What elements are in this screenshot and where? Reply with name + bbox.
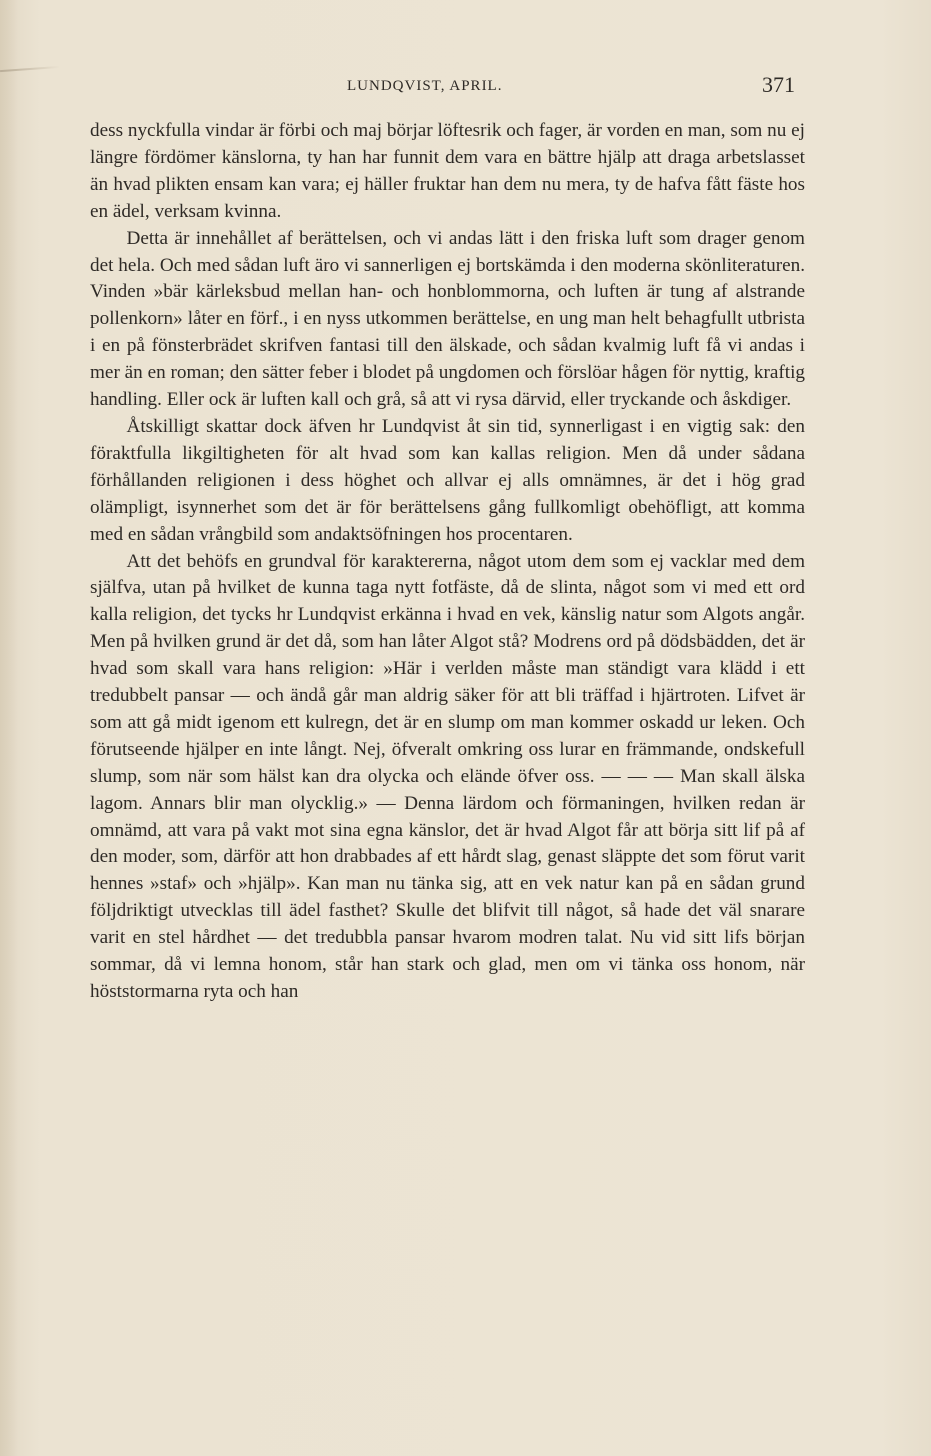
page-number: 371 <box>762 72 795 97</box>
running-head: LUNDQVIST, APRIL. <box>347 78 503 94</box>
page-edge-shadow <box>0 0 18 1456</box>
body-text <box>90 118 805 1006</box>
paragraph: Åtskilligt skattar dock äfven hr Lundqvist åt sin tid, synnerligast i en vigtig sak: den föraktfulla likgiltigheten för alt hvad som kan kallas religion. Men då under sådana förhållanden religionen i dess höghet och allvar ej alls omnämnes, är det i hög grad olämpligt, isynnerhet som det är för berättelsens gång fullkomligt obehöfligt, att komma med en sådan vrångbild som andaktsöfningen hos procentaren. <box>90 415 805 545</box>
paragraph: dess nyckfulla vindar är förbi och maj börjar löftesrik och fager, är vorden en man, som nu ej längre fördömer känslorna, ty han har funnit dem vara en bättre hjälp att draga arbetslasset än hvad plikten ensam kan vara; ej häller fruktar han dem nu mera, ty de hafva fått fäste hos en ädel, verksam kvinna. <box>90 120 805 222</box>
paragraph: Detta är innehållet af berättelsen, och vi andas lätt i den friska luft som drager genom det hela. Och med sådan luft äro vi sannerligen ej bortskämda i den moderna skönliteraturen. Vinden »bär kärleksbud mellan han- och honblommorna, och luften är tung af alstrande pollenkorn» låter en förf., i en nyss utkommen berättelse, en ung man helt behagfullt utbrista i en på fönsterbrädet skrifven fantasi till den älskade, och sådan kvalmig luft få vi andas i mer än en roman; den sätter feber i blodet på ungdomen och förslöar hågen för nyttig, kraftig handling. Eller ock är luften kall och grå, så att vi rysa därvid, eller tryckande och åskdiger. <box>90 227 805 411</box>
paragraph: Att det behöfs en grundval för karaktererna, något utom dem som ej vacklar med dem själfva, utan på hvilket de kunna taga nytt fotfäste, då de slinta, något som vi med ett ord kalla religion, det tycks hr Lundqvist erkänna i hvad en vek, känslig natur som Algots angår. Men på hvilken grund är det då, som han låter Algot stå? Modrens ord på dödsbädden, det är hvad som skall vara hans religion: »Här i verlden måste man ständigt vara klädd i ett tredubbelt pansar — och ändå går man aldrig säker för att bli träffad i hjärtroten. Lifvet är som att gå midt igenom ett kulregn, det är en slump om man kommer oskadd ur leken. Och förutseende hjälper en inte långt. Nej, öfveralt omkring oss lurar en främmande, ondskefull slump, som när som hälst kan dra olycka och elände öfver oss. — — — Man skall älska lagom. Annars blir man olycklig.» — Denna lärdom och förmaningen, hvilken redan är omnämd, att vara på vakt mot sina egna känslor, det är hvad Algot får att börja sitt lif på af den moder, som, därför att hon drabbades af ett hårdt slag, genast släppte det som förut varit hennes »staf» och »hjälp». Kan man nu tänka sig, att en vek natur kan på en sådan grund följdriktigt utvecklas till ädel fasthet? Skulle det blifvit till något, så hade det väl snarare varit en stel hårdhet — det tredubbla pansar hvarom modren talat. Nu vid sitt lifs början sommar, då vi lemna honom, står han stark och glad, men om vi tänka oss honom, när höststormarna ryta och han <box>90 550 805 1002</box>
page-header <box>90 74 795 104</box>
